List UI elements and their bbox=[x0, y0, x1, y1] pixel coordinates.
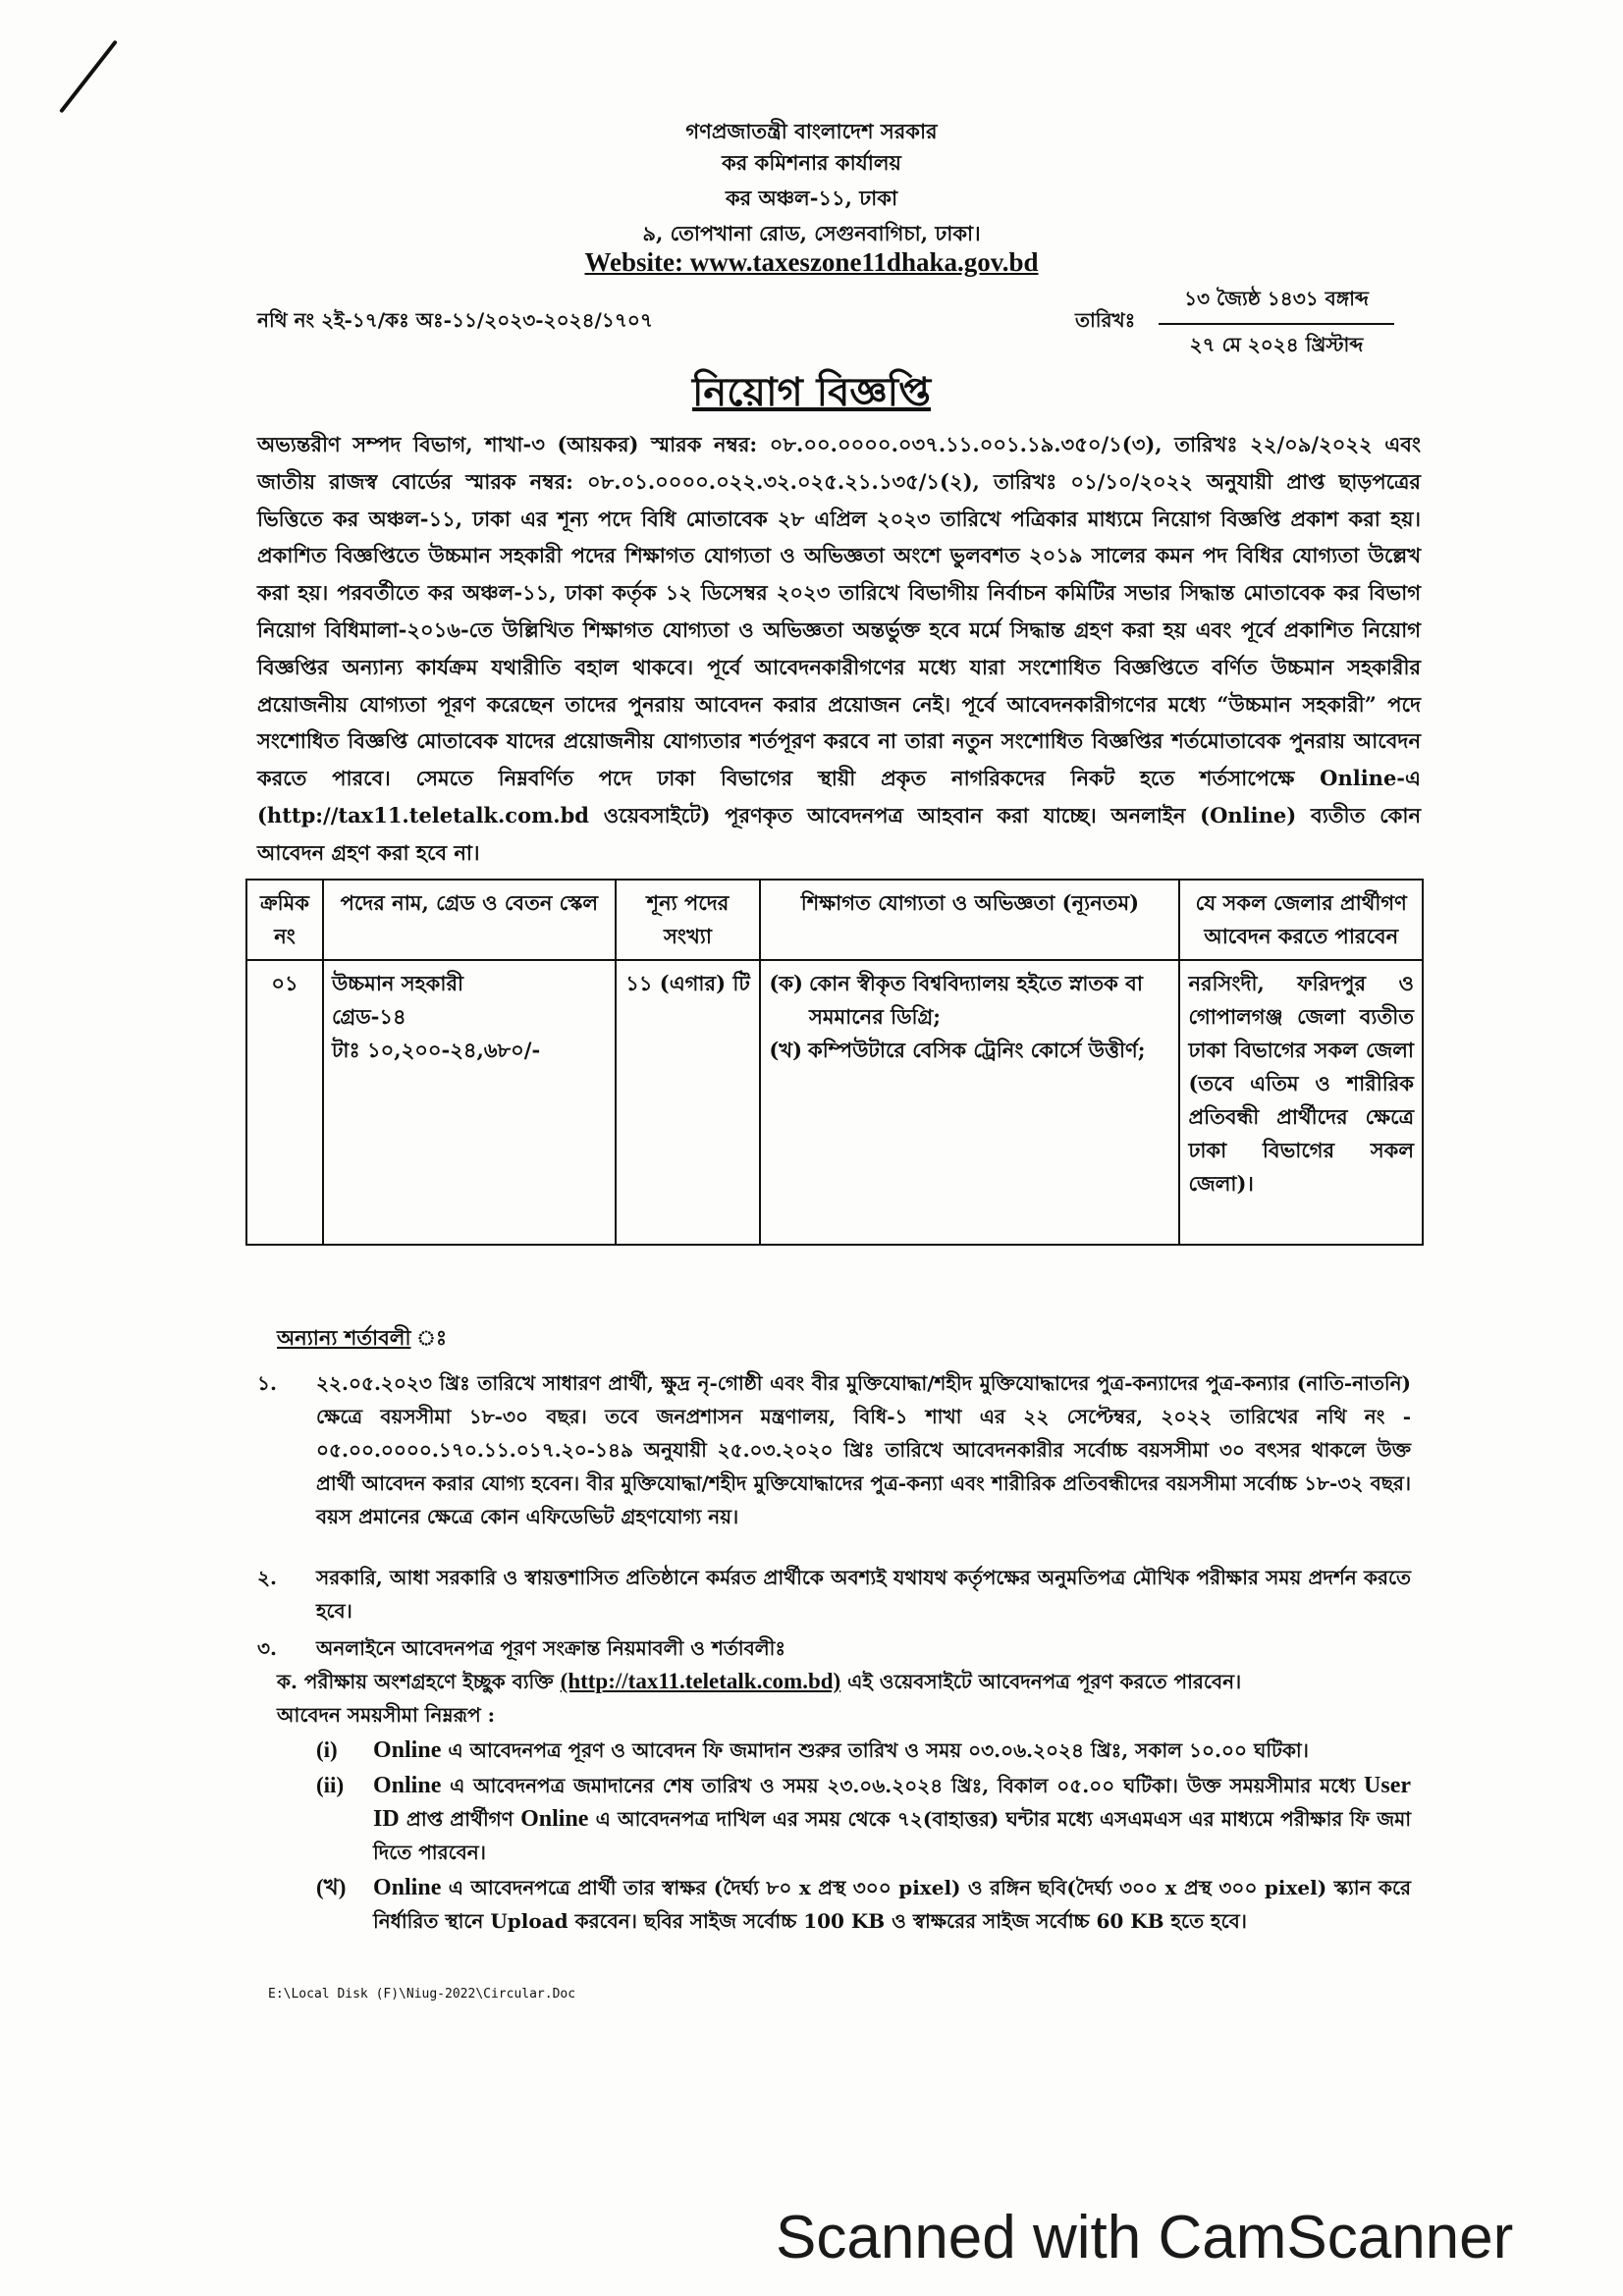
period-end bbox=[316, 1769, 1411, 1869]
qualification-b bbox=[769, 1034, 1170, 1067]
period-end-userid: User ID bbox=[373, 1773, 1411, 1832]
upload-instruction bbox=[316, 1871, 1411, 1938]
condition-2-number: ২. bbox=[257, 1566, 277, 1589]
upload-text bbox=[373, 1871, 1411, 1938]
other-conditions-heading-suffix: ঃ bbox=[410, 1325, 448, 1350]
zone-name: কর অঞ্চল-১১, ঢাকা bbox=[725, 186, 898, 210]
date-english: ২৭ মে ২০২৪ খ্রিস্টাব্দ bbox=[1189, 333, 1364, 356]
period-end-desc-c: এ আবেদনপত্র দাখিল এর সময় থেকে ৭২(বাহাত্তর) ঘন্টার মধ্যে এসএমএস এর মাধ্যমে পরীক্ষার ফি জমা দিতে পারবেন। bbox=[373, 1807, 1411, 1864]
upload-marker: (খ) bbox=[316, 1875, 347, 1899]
qualification-a-marker: (ক) bbox=[769, 971, 803, 995]
period-end-online-2: Online bbox=[520, 1806, 589, 1832]
period-start-text bbox=[373, 1734, 1411, 1767]
post-scale: টাঃ ১০,২০০-২৪,৬৮০/- bbox=[331, 1038, 541, 1062]
condition-3-ka-post: এই ওয়েবসাইটে আবেদনপত্র পূরণ করতে পারবেন। bbox=[840, 1670, 1242, 1693]
govt-name: গণপ্রজাতন্ত্রী বাংলাদেশ সরকার bbox=[685, 119, 938, 143]
period-start-desc: এ আবেদনপত্র পূরণ ও আবেদন ফি জমাদান শুরুর তারিখ ও সময় ০৩.০৬.২০২৪ খ্রিঃ, সকাল ১০.০০ ঘটিকা। bbox=[441, 1738, 1309, 1762]
teletalk-link[interactable]: (http://tax11.teletalk.com.bd) bbox=[560, 1669, 841, 1693]
condition-3-number: ৩. bbox=[257, 1636, 277, 1660]
condition-1 bbox=[257, 1366, 1411, 1533]
application-period-label: আবেদন সময়সীমা নিম্নরূপ : bbox=[277, 1703, 496, 1727]
condition-3-ka bbox=[277, 1665, 1411, 1698]
date-label: তারিখঃ bbox=[1075, 308, 1136, 332]
cell-serial: ০১ bbox=[246, 960, 323, 1245]
qualification-a bbox=[769, 967, 1170, 1034]
table-row bbox=[246, 960, 1423, 1245]
cell-post bbox=[323, 960, 616, 1245]
header-serial: ক্রমিক নং bbox=[246, 880, 323, 960]
table-header-row bbox=[246, 880, 1423, 960]
condition-3 bbox=[257, 1631, 1411, 1938]
qualification-b-text: কম্পিউটারে বেসিক ট্রেনিং কোর্সে উত্তীর্ণ; bbox=[808, 1038, 1146, 1062]
condition-1-text: ২২.০৫.২০২৩ খ্রিঃ তারিখে সাধারণ প্রার্থী, ক্ষুদ্র নৃ-গোষ্ঠী এবং বীর মুক্তিযোদ্ধা/শহীদ মুক্তিযোদ্ধাদের পুত্র-কন্যাদের পুত্র-কন্যার (নাতি-নাতনি) ক্ষেত্রে বয়সসীমা ১৮-৩০ বছর। তবে জনপ্রশাসন মন্ত্রণালয়, বিধি-১ শাখা এর ২২ সেপ্টেম্বর, ২০২২ তারিখের নথি নং - ০৫.০০.০০০০.১৭০.১১.০১৭.২০-১৪৯ অনুযায়ী ২৫.০৩.২০২০ খ্রিঃ তারিখে আবেদনকারীর সর্বোচ্চ বয়সসীমা ৩০ বৎসর থাকলে উক্ত প্রার্থী আবেদন করার যোগ্য হবেন। বীর মুক্তিযোদ্ধা/শহীদ মুক্তিযোদ্ধাদের পুত্র-কন্যা এবং শারীরিক প্রতিবন্ধীদের বয়সসীমা সর্বোচ্চ ১৮-৩২ বছর। বয়স প্রমানের ক্ষেত্রে কোন এফিডেভিট গ্রহণযোগ্য নয়। bbox=[316, 1371, 1411, 1528]
header-districts: যে সকল জেলার প্রার্থীগণ আবেদন করতে পারবেন bbox=[1179, 880, 1423, 960]
period-start bbox=[316, 1734, 1411, 1767]
vacancy-table bbox=[245, 879, 1424, 1246]
upload-online: Online bbox=[373, 1875, 442, 1900]
date-bangla: ১৩ জ্যৈষ্ঠ ১৪৩১ বঙ্গাব্দ bbox=[1184, 287, 1369, 310]
period-end-online: Online bbox=[373, 1773, 442, 1798]
file-path: E:\Local Disk (F)\Niug-2022\Circular.Doc bbox=[268, 1987, 576, 2002]
condition-2-text: সরকারি, আধা সরকারি ও স্বায়ত্তশাসিত প্রতিষ্ঠানে কর্মরত প্রার্থীকে অবশ্যই যথাযথ কর্তৃপক্ষের অনুমতিপত্র মৌখিক পরীক্ষার সময় প্রদর্শন করতে হবে। bbox=[316, 1566, 1411, 1623]
condition-3-ka-pre: ক. পরীক্ষায় অংশগ্রহণে ইচ্ছুক ব্যক্তি bbox=[277, 1670, 561, 1693]
date-divider bbox=[1159, 323, 1394, 325]
camscanner-watermark: Scanned with CamScanner bbox=[776, 2204, 1514, 2271]
condition-1-number: ১. bbox=[257, 1371, 277, 1395]
other-conditions-heading-text: অন্যান্য শর্তাবলী bbox=[277, 1325, 411, 1350]
office-name: কর কমিশনার কার্যালয় bbox=[722, 150, 901, 175]
date-box bbox=[1159, 285, 1394, 363]
period-end-desc-b: প্রাপ্ত প্রার্থীগণ bbox=[399, 1807, 521, 1831]
intro-paragraph: অভ্যন্তরীণ সম্পদ বিভাগ, শাখা-৩ (আয়কর) স্মারক নম্বর: ০৮.০০.০০০০.০৩৭.১১.০০১.১৯.৩৫০/১(৩), তারিখঃ ২২/০৯/২০২২ এবং জাতীয় রাজস্ব বোর্ডের স্মারক নম্বর: ০৮.০১.০০০০.০২২.৩২.০২৫.২১.১৩৫/১(২), তারিখঃ ০১/১০/২০২২ অনুযায়ী প্রাপ্ত ছাড়পত্রের ভিত্তিতে কর অঞ্চল-১১, ঢাকা এর শূন্য পদে বিধি মোতাবেক ২৮ এপ্রিল ২০২৩ তারিখে পত্রিকার মাধ্যমে নিয়োগ বিজ্ঞপ্তি প্রকাশ করা হয়। প্রকাশিত বিজ্ঞপ্তিতে উচ্চমান সহকারী পদের শিক্ষাগত যোগ্যতা ও অভিজ্ঞতা অংশে ভুলবশত ২০১৯ সালের কমন পদ বিধির যোগ্যতা উল্লেখ করা হয়। পরবর্তীতে কর অঞ্চল-১১, ঢাকা কর্তৃক ১২ ডিসেম্বর ২০২৩ তারিখে বিভাগীয় নির্বাচন কমিটির সভার সিদ্ধান্ত মোতাবেক কর বিভাগ নিয়োগ বিধিমালা-২০১৬-তে উল্লিখিত শিক্ষাগত যোগ্যতা ও অভিজ্ঞতা অন্তর্ভুক্ত হবে মর্মে সিদ্ধান্ত গ্রহণ করা হয় এবং পূর্বে প্রকাশিত নিয়োগ বিজ্ঞপ্তির অন্যান্য কার্যক্রম যথারীতি বহাল থাকবে। পূর্বে আবেদনকারীগণের মধ্যে যারা সংশোধিত বিজ্ঞপ্তিতে বর্ণিত উচ্চমান সহকারীর প্রয়োজনীয় যোগ্যতা পূরণ করেছেন তাদের পুনরায় আবেদন করার প্রয়োজন নেই। পূর্বে আবেদনকারীগণের মধ্যে “উচ্চমান সহকারী” পদে সংশোধিত বিজ্ঞপ্তি মোতাবেক যাদের প্রয়োজনীয় যোগ্যতার শর্তপূরণ করবে না তারা নতুন সংশোধিত বিজ্ঞপ্তির শর্তমোতাবেক পুনরায় আবেদন করতে পারবে। সেমতে নিম্নবর্ণিত পদে ঢাকা বিভাগের স্থায়ী প্রকৃত নাগরিকদের নিকট হতে শর্তসাপেক্ষে Online-এ (http://tax11.teletalk.com.bd ওয়েবসাইটে) পূরণকৃত আবেদনপত্র আহবান করা যাচ্ছে। অনলাইন (Online) ব্যতীত কোন আবেদন গ্রহণ করা হবে না। bbox=[257, 432, 1421, 865]
period-end-desc-a: এ আবেদনপত্র জমাদানের শেষ তারিখ ও সময় ২৩.০৬.২০২৪ খ্রিঃ, বিকাল ০৫.০০ ঘটিকা। উক্ত সময়সীমার মধ্যে bbox=[441, 1774, 1365, 1797]
period-start-marker: (i) bbox=[316, 1737, 338, 1762]
header-qualification: শিক্ষাগত যোগ্যতা ও অভিজ্ঞতা (ন্যূনতম) bbox=[760, 880, 1179, 960]
cell-vacancy: ১১ (এগার) টি bbox=[616, 960, 761, 1245]
qualification-b-marker: (খ) bbox=[769, 1038, 803, 1062]
post-name: উচ্চমান সহকারী bbox=[331, 971, 464, 995]
header-post: পদের নাম, গ্রেড ও বেতন স্কেল bbox=[323, 880, 616, 960]
condition-2 bbox=[257, 1561, 1411, 1628]
office-address: ৯, তোপখানা রোড, সেগুনবাগিচা, ঢাকা। bbox=[642, 221, 981, 245]
cell-qualification bbox=[760, 960, 1179, 1245]
header-vacancy: শূন্য পদের সংখ্যা bbox=[616, 880, 761, 960]
period-end-text bbox=[373, 1769, 1411, 1869]
condition-3-title: অনলাইনে আবেদনপত্র পূরণ সংক্রান্ত নিয়মাবলী ও শর্তাবলীঃ bbox=[316, 1636, 786, 1660]
pen-slash-mark bbox=[59, 40, 118, 114]
cell-districts: নরসিংদী, ফরিদপুর ও গোপালগঞ্জ জেলা ব্যতীত ঢাকা বিভাগের সকল জেলা (তবে এতিম ও শারীরিক প্রতিবন্ধী প্রার্থীদের ক্ষেত্রে ঢাকা বিভাগের সকল জেলা)। bbox=[1179, 960, 1423, 1245]
qualification-a-text: কোন স্বীকৃত বিশ্ববিদ্যালয় হইতে স্নাতক বা সমমানের ডিগ্রি; bbox=[808, 971, 1143, 1029]
period-end-marker: (ii) bbox=[316, 1773, 345, 1797]
post-grade: গ্রেড-১৪ bbox=[331, 1004, 406, 1029]
condition-3-body bbox=[277, 1631, 1411, 1938]
memo-number: নথি নং ২ই-১৭/কঃ অঃ-১১/২০২৩-২০২৪/১৭০৭ bbox=[257, 308, 653, 332]
website-line bbox=[0, 247, 1623, 278]
upload-desc: এ আবেদনপত্রে প্রার্থী তার স্বাক্ষর (দৈর্ঘ্য ৮০ x প্রস্থ ৩০০ pixel) ও রঙ্গিন ছবি(দৈর্ঘ্য ৩০০ x প্রস্থ ৩০০ pixel) স্ক্যান করে নির্ধারিত স্থানে Upload করবেন। ছবির সাইজ সর্বোচ্চ 100 KB ও স্বাক্ষরের সাইজ সর্বোচ্চ 60 KB হতে হবে। bbox=[373, 1876, 1411, 1933]
other-conditions-heading bbox=[277, 1322, 447, 1357]
period-start-online: Online bbox=[373, 1737, 442, 1763]
website-link[interactable]: Website: www.taxeszone11dhaka.gov.bd bbox=[584, 247, 1039, 277]
notice-title: নিয়োগ বিজ্ঞপ্তি bbox=[691, 369, 931, 415]
